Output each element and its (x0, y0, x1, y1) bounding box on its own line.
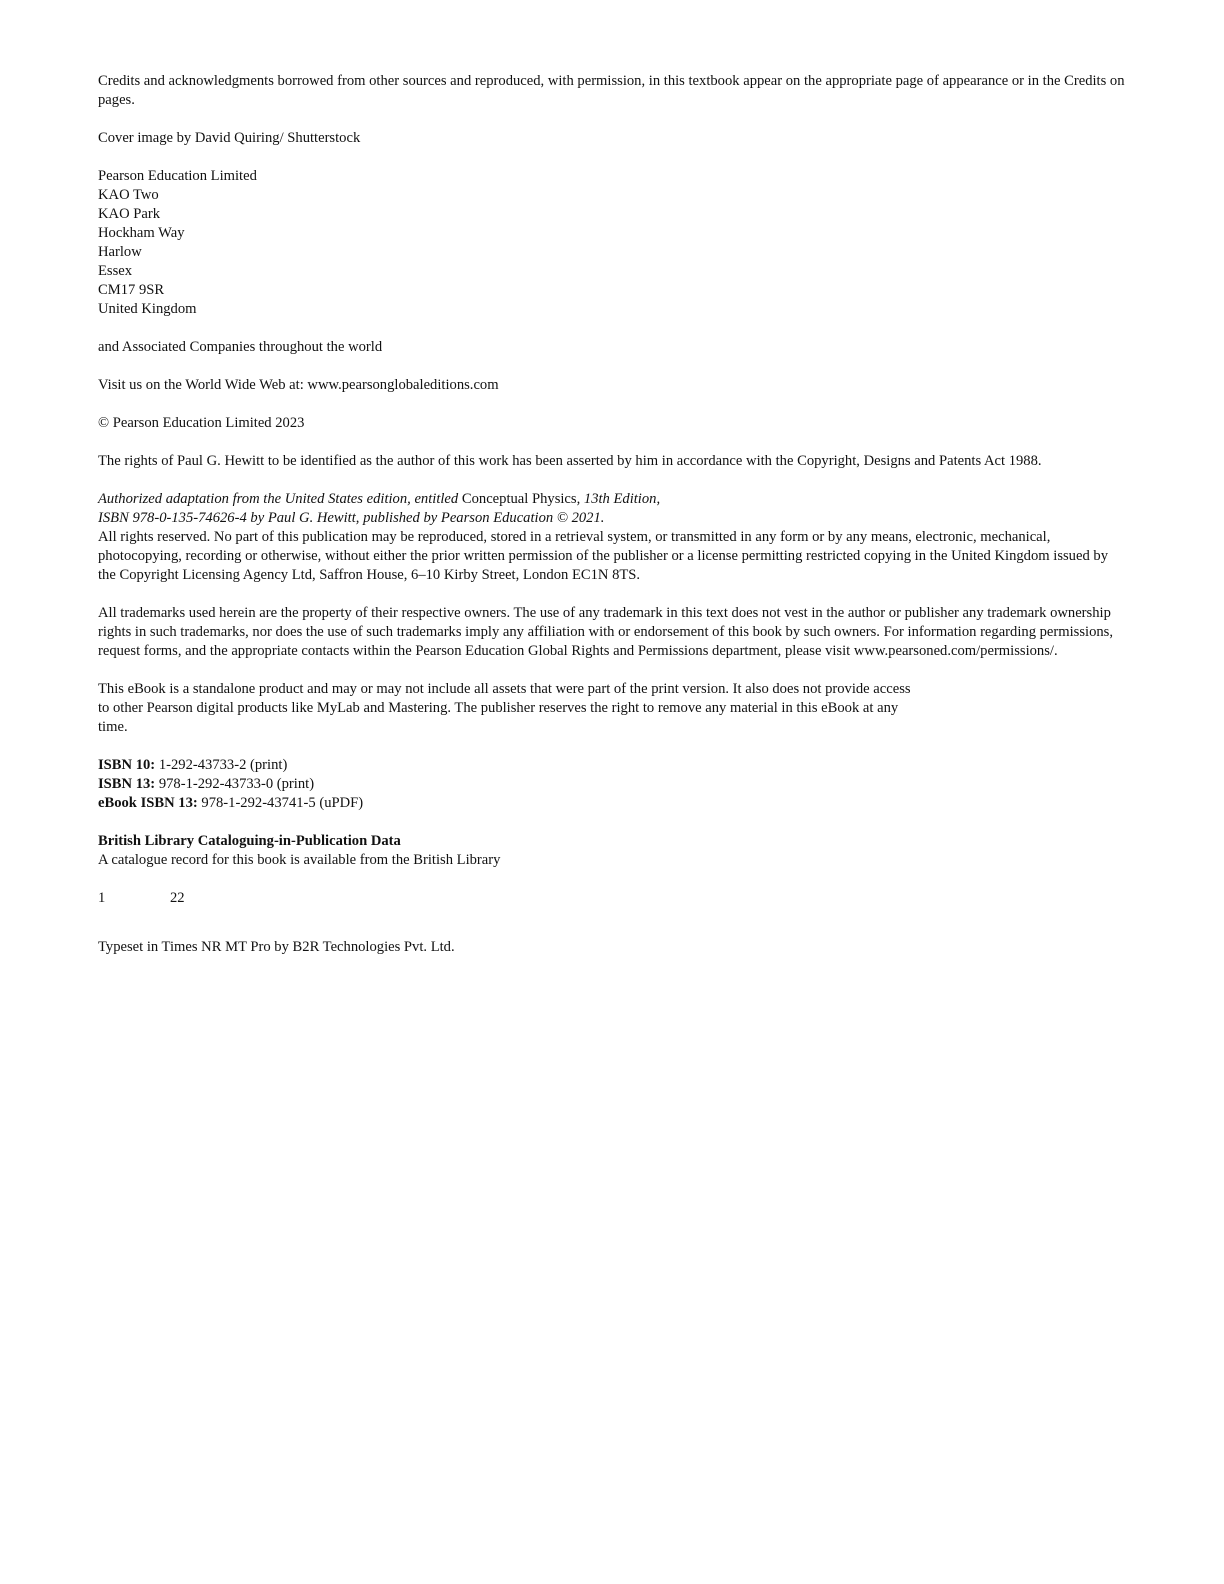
isbn-value: 1-292-43733-2 (print) (155, 757, 288, 773)
address-line: United Kingdom (98, 301, 197, 317)
associated-companies: and Associated Companies throughout the world (98, 339, 383, 355)
address-line: Harlow (98, 244, 142, 260)
isbn-list (98, 756, 1128, 813)
adaptation-notice (98, 490, 1128, 585)
copyright-page (98, 72, 1128, 976)
adaptation-line-2: ISBN 978-0-135-74626-4 by Paul G. Hewitt, published by Pearson Education © 2021. (98, 510, 605, 526)
ebook-line: This eBook is a standalone product and may or may not include all assets that were part of the print version. It also does not provide access (98, 681, 911, 697)
isbn-row (98, 775, 1128, 794)
website-line: Visit us on the World Wide Web at: www.pearsonglobaleditions.com (98, 377, 499, 393)
address-line: Essex (98, 263, 133, 279)
rights-reserved: All rights reserved. No part of this publication may be reproduced, stored in a retrieval system, or transmitted in any form or by any means, electronic, mechanical, photocopying, recording or otherwise, without either the prior written permission of the publisher or a license permitting restricted copying in the United Kingdom issued by the Copyright Licensing Agency Ltd, Saffron House, 6–10 Kirby Street, London EC1N 8TS. (98, 529, 1108, 583)
isbn-value: 978-1-292-43733-0 (print) (155, 776, 315, 792)
address-line: KAO Two (98, 187, 159, 203)
cover-credit: Cover image by David Quiring/ Shutterstock (98, 130, 361, 146)
adaptation-line-1 (98, 490, 1128, 509)
cataloguing-text: A catalogue record for this book is available from the British Library (98, 852, 501, 868)
credits-paragraph: Credits and acknowledgments borrowed from other sources and reproduced, with permission, in this textbook appear on the appropriate page of appearance or in the Credits on pages. (98, 73, 1125, 108)
print-line-left: 1 (98, 890, 106, 906)
typeset-credit: Typeset in Times NR MT Pro by B2R Technologies Pvt. Ltd. (98, 939, 455, 955)
adaptation-suffix: , 13th Edition, (576, 491, 661, 507)
address-line: KAO Park (98, 206, 161, 222)
adaptation-prefix: Authorized adaptation from the United States edition, entitled (98, 491, 462, 507)
address-line: Hockham Way (98, 225, 185, 241)
isbn-label: ISBN 10: (98, 757, 156, 773)
isbn-row (98, 756, 1128, 775)
address-line: Pearson Education Limited (98, 168, 257, 184)
author-rights: The rights of Paul G. Hewitt to be identified as the author of this work has been asserted by him in accordance with the Copyright, Designs and Patents Act 1988. (98, 453, 1042, 469)
ebook-line: time. (98, 719, 128, 735)
cataloguing-data (98, 832, 1128, 870)
copyright-notice: © Pearson Education Limited 2023 (98, 415, 305, 431)
isbn-value: 978-1-292-43741-5 (uPDF) (197, 795, 364, 811)
isbn-label: eBook ISBN 13: (98, 795, 198, 811)
isbn-row (98, 794, 1128, 813)
publisher-address (98, 167, 1128, 319)
ebook-line: to other Pearson digital products like MyLab and Mastering. The publisher reserves the right to remove any material in this eBook at any (98, 700, 899, 716)
trademarks-paragraph: All trademarks used herein are the property of their respective owners. The use of any trademark in this text does not vest in the author or publisher any trademark ownership rights in such trademarks, nor does the use of such trademarks imply any affiliation with or endorsement of this book by such owners. For information regarding permissions, request forms, and the appropriate contacts within the Pearson Education Global Rights and Permissions department, please visit www.pearsoned.com/permissions/. (98, 605, 1114, 659)
isbn-label: ISBN 13: (98, 776, 156, 792)
adaptation-title: Conceptual Physics (461, 491, 577, 507)
print-line-right: 22 (170, 890, 185, 906)
ebook-notice (98, 680, 1128, 737)
cataloguing-heading: British Library Cataloguing-in-Publication Data (98, 833, 401, 849)
address-line: CM17 9SR (98, 282, 165, 298)
print-line (98, 889, 1128, 908)
